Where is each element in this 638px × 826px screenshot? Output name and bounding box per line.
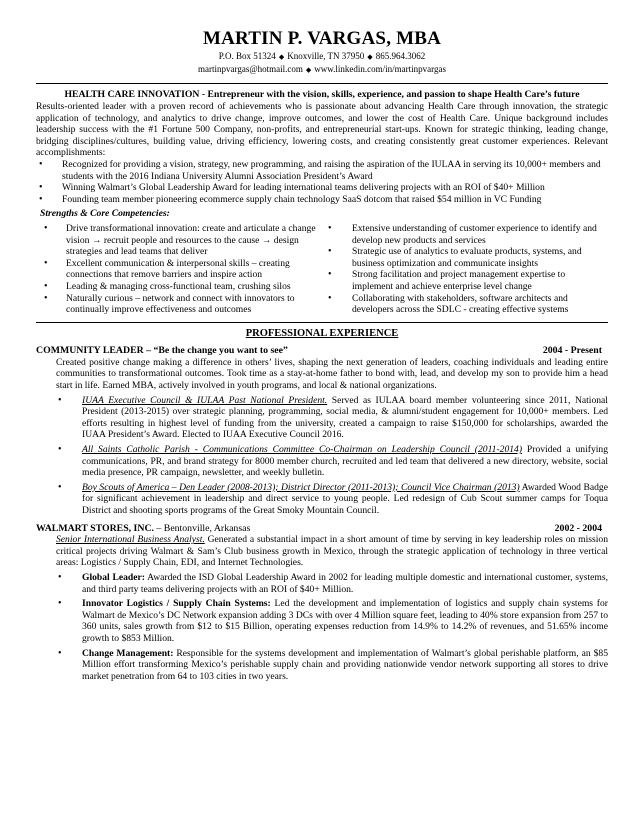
po-box: P.O. Box 51324 bbox=[218, 51, 276, 61]
job-bullets bbox=[36, 572, 608, 682]
header-divider bbox=[36, 83, 608, 84]
bullet-lead: Boy Scouts of America – Den Leader (2008-2013); District Director (2011-2013); Council Vice Chairman (2013) bbox=[82, 481, 520, 493]
diamond-separator-icon: ◆ bbox=[367, 53, 373, 61]
job-location: – Bentonville, Arkansas bbox=[153, 522, 251, 534]
job-bullet bbox=[56, 395, 608, 441]
job-header bbox=[36, 523, 608, 535]
bullet-text: Awarded Wood Badge for significant achievement in leadership and direct service to young people. Led redesign of Cub Scout summer camps for Toqua District and shooting sports programs of the Great Smoky Mountain Council. bbox=[82, 481, 608, 516]
bullet-text: Awarded the ISD Global Leadership Award in 2002 for leading multiple domestic and international customer, systems, and third party teams delivering projects with an ROI of $40+ Million. bbox=[82, 571, 609, 595]
bullet-lead: Global Leader: bbox=[82, 571, 145, 583]
job-description: Created positive change making a difference in others’ lives, shaping the next generation of leaders, coaching individuals and leading entire communities to transformational outcomes. Took time as a stay-at-home father to bond with, lead, and develop my son to provide him a head start in life. Earned MBA, actively involved in youth programs, and local & national organizations. bbox=[56, 356, 608, 392]
accomplishments-list bbox=[36, 159, 608, 205]
competency-item: • Naturally curious – network and connect with innovators to continually improve effectiveness and outcomes bbox=[44, 293, 326, 316]
job-description-text: Generated a substantial impact in a short amount of time by serving in key leadership roles on mission critical projects driving Walmart & Sam’s Club business growth in Mexico, through the strategic application of technology in three vertical areas: Logistics / Supply Chain, EDI, and Internet Technologies. bbox=[56, 534, 609, 569]
diamond-separator-icon: ◆ bbox=[278, 53, 285, 61]
bullet-lead: Innovator Logistics / Supply Chain Systems: bbox=[82, 598, 271, 610]
employer-name: COMMUNITY LEADER – “Be the change you want to see” bbox=[36, 345, 288, 357]
bullet-text: Led the development and implementation of logistics and supply chain systems for Walmart de Mexico’s DC Network expansion adding 3 DCs with over 4 Million square feet, leading to 40% store expansion from 257 to 360 units, sales growth from $12 to $15 Billion, operating expenses reduction from 14.9% to 14.2% of revenues, and 51.65% income growth to $853 Million. bbox=[82, 598, 608, 644]
job-bullet bbox=[56, 598, 608, 644]
job-bullet bbox=[56, 482, 608, 517]
job-dates: 2004 - Present bbox=[542, 345, 602, 357]
job-bullets bbox=[36, 395, 608, 517]
linkedin-url[interactable]: www.linkedin.com/in/martinpvargas bbox=[314, 64, 446, 74]
phone-number: 865.964.3062 bbox=[375, 51, 426, 61]
competency-item: • Collaborating with stakeholders, software architects and developers across the SDLC - creating effective systems bbox=[326, 293, 608, 316]
competency-item: • Excellent communication & interpersonal skills – creating connections that remove barriers and inspire action bbox=[44, 258, 326, 281]
bullet-text: Served as IULAA board member volunteering since 2011, National President (2013-2015) over strategic planning, programming, social media, & alumni/student engagement for 10,000+ members. Led efforts resulting in highest level of funding from the university, created a campaign to raise $150,000 for scholarships, awarded the IUAA President’s Award. Elected to IUAA Executive Council 2016. bbox=[82, 394, 608, 441]
job-bullet bbox=[56, 648, 608, 683]
job-title bbox=[36, 345, 288, 357]
accomplishment-item: • Founding team member pioneering ecommerce supply chain technology SaaS dotcom that raised $54 million in VC Funding bbox=[36, 194, 608, 206]
competency-item: • Leading & managing cross-functional team, crushing silos bbox=[44, 281, 326, 293]
job-role: Senior International Business Analyst. bbox=[56, 534, 205, 546]
contact-address-line bbox=[36, 50, 608, 63]
job-bullet bbox=[56, 572, 608, 595]
diamond-separator-icon: ◆ bbox=[305, 66, 312, 74]
job-header bbox=[36, 345, 608, 357]
bullet-text: Provided a unifying communications, PR, and brand strategy for 8000 member church, recruited and led team that delivered a new directory, website, social media presence, PR campaign, newsletter, and weekly bulletin. bbox=[82, 444, 609, 479]
competency-item: • Extensive understanding of customer experience to identify and develop new products and services bbox=[326, 223, 608, 246]
competencies-columns bbox=[36, 223, 608, 316]
contact-online-line bbox=[36, 63, 608, 76]
bullet-lead: IUAA Executive Council & IULAA Past National President. bbox=[82, 394, 328, 406]
competencies-left-list bbox=[44, 223, 326, 316]
accomplishment-item: • Recognized for providing a vision, strategy, new programming, and raising the aspiration of the IULAA in serving its 10,000+ members and students with the 2016 Indiana University Alumni Association President’s Award bbox=[36, 159, 608, 182]
city-state: Knoxville, TN 37950 bbox=[287, 51, 365, 61]
competency-item: • Drive transformational innovation: create and articulate a change vision → recruit people and resources to the cause → design strategies and lead teams that deliver bbox=[44, 223, 326, 258]
candidate-name: MARTIN P. VARGAS, MBA bbox=[202, 28, 442, 49]
bullet-lead: All Saints Catholic Parish - Communications Committee Co-Chairman on Leadership Council (2011-2014) bbox=[82, 444, 523, 456]
competencies-title: Strengths & Core Competencies: bbox=[40, 208, 170, 220]
experience-section-title: PROFESSIONAL EXPERIENCE bbox=[245, 327, 399, 339]
job-dates: 2002 - 2004 bbox=[554, 522, 602, 534]
competency-item: • Strategic use of analytics to evaluate products, systems, and business optimization and communicate insights bbox=[326, 246, 608, 269]
headline: HEALTH CARE INNOVATION - Entrepreneur with the vision, skills, experience, and passion to shape Health Care’s future bbox=[64, 89, 580, 100]
competencies-right-list bbox=[326, 223, 608, 316]
bullet-text: Responsible for the systems development and implementation of Walmart’s global perishable platform, an $85 Million effort transforming Mexico’s perishable supply chain and providing nationwide vendor network supporting all stores to drive market penetration from 64 to 103 cities in two years. bbox=[82, 647, 608, 682]
bullet-lead: Change Management: bbox=[82, 647, 174, 659]
job-title bbox=[36, 523, 250, 535]
email-address[interactable]: martinpvargas@hotmail.com bbox=[198, 64, 303, 74]
job-description bbox=[36, 534, 608, 569]
accomplishment-item: • Winning Walmart’s Global Leadership Award for leading international teams delivering projects with an ROI of $40+ Million bbox=[36, 182, 608, 194]
employer-name: WALMART STORES, INC. bbox=[36, 522, 154, 534]
summary-paragraph: Results-oriented leader with a proven record of achievements who is passionate about advancing Health Care through innovation, the strategic application of technology, and analytics to drive change, improve outcomes, and lower the cost of Health Care. Unique background includes leadership success with the #1 Fortune 500 Company, non-profits, and entrepreneurial start-ups. Known for strategic thinking, leading change, bridging disciplines/cultures, building value, driving efficiency, lowering costs, and creating consistently great customer experiences. Relevant accomplishments: bbox=[36, 101, 608, 159]
section-divider bbox=[36, 322, 608, 323]
competency-item: • Strong facilitation and project management expertise to implement and achieve enterprise level change bbox=[326, 269, 608, 292]
job-bullet bbox=[56, 444, 608, 479]
